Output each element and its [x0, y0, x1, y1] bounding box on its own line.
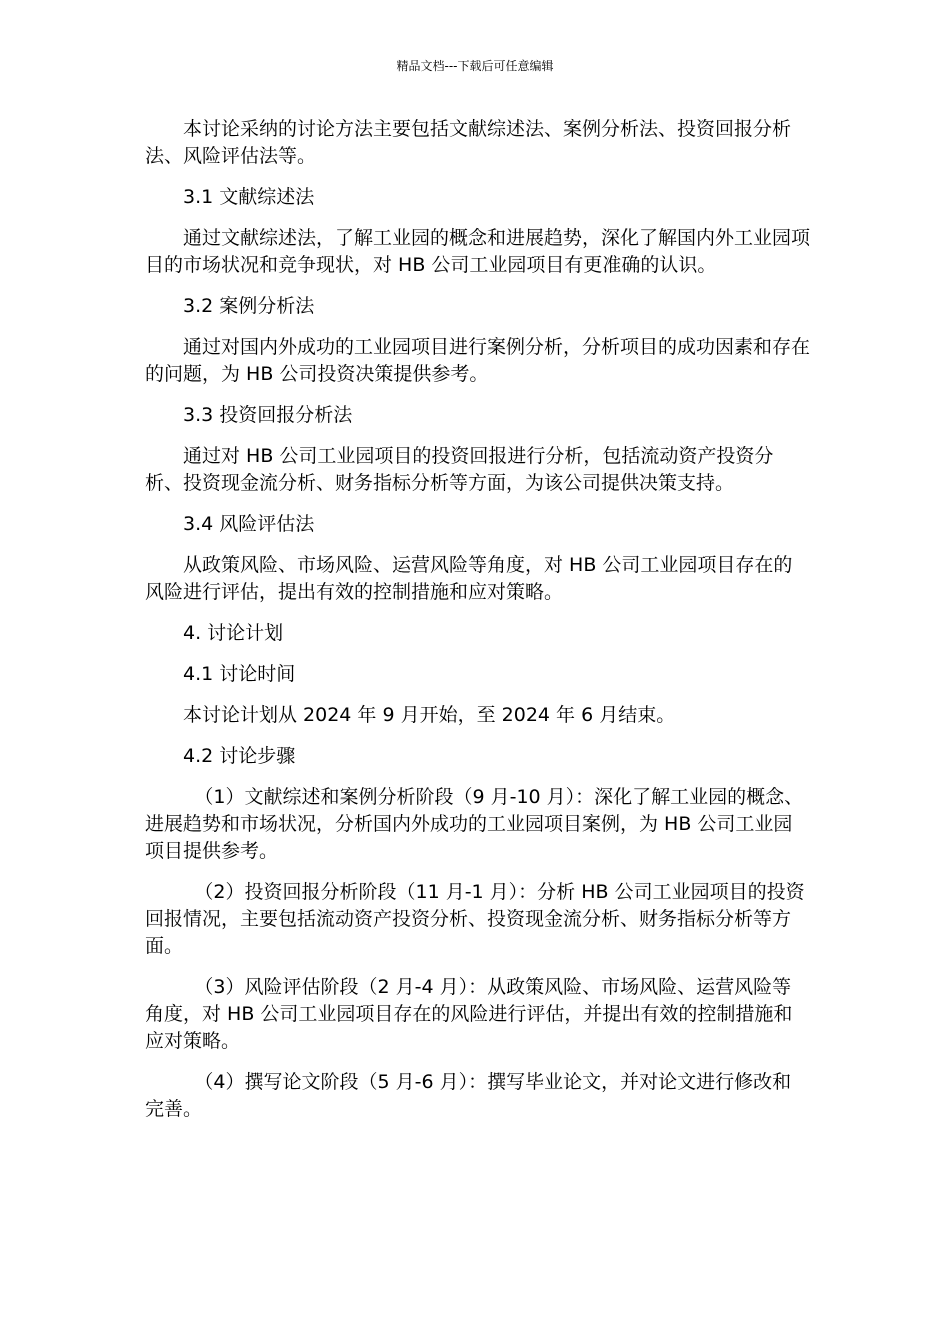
section-heading-3-1: 3.1 文献综述法: [183, 186, 315, 208]
document-body: [145, 116, 810, 1137]
section-heading-4: 4. 讨论计划: [183, 622, 284, 644]
step-item: （2）投资回报分析阶段（11 月-1 月）：分析 HB 公司工业园项目的投资回报情况，主要包括流动资产投资分析、投资现金流分析、财务指标分析等方面。: [145, 881, 805, 957]
paragraph-3-2: 通过对国内外成功的工业园项目进行案例分析，分析项目的成功因素和存在的问题，为 HB 公司投资决策提供参考。: [145, 336, 811, 385]
section-heading-3-4: 3.4 风险评估法: [183, 513, 315, 535]
paragraph-3-4: 从政策风险、市场风险、运营风险等角度，对 HB 公司工业园项目存在的风险进行评估，提出有效的控制措施和应对策略。: [145, 554, 793, 603]
section-heading-4-1: 4.1 讨论时间: [183, 663, 296, 685]
section-heading-3-3: 3.3 投资回报分析法: [183, 404, 353, 426]
paragraph-3-3: 通过对 HB 公司工业园项目的投资回报进行分析，包括流动资产投资分析、投资现金流分析、财务指标分析等方面，为该公司提供决策支持。: [145, 445, 774, 494]
step-item: （3）风险评估阶段（2 月-4 月）：从政策风险、市场风险、运营风险等角度，对 HB 公司工业园项目存在的风险进行评估，并提出有效的控制措施和应对策略。: [145, 976, 793, 1052]
page-header: 精品文档---下载后可任意编辑: [396, 59, 554, 73]
section-heading-3-2: 3.2 案例分析法: [183, 295, 315, 317]
intro-paragraph: 本讨论采纳的讨论方法主要包括文献综述法、案例分析法、投资回报分析法、风险评估法等。: [145, 118, 792, 167]
section-heading-4-2: 4.2 讨论步骤: [183, 745, 296, 767]
paragraph-3-1: 通过文献综述法，了解工业园的概念和进展趋势，深化了解国内外工业园项目的市场状况和竞争现状，对 HB 公司工业园项目有更准确的认识。: [145, 227, 811, 276]
step-item: （1）文献综述和案例分析阶段（9 月-10 月）：深化了解工业园的概念、进展趋势和市场状况，分析国内外成功的工业园项目案例，为 HB 公司工业园项目提供参考。: [145, 786, 804, 862]
step-item: （4）撰写论文阶段（5 月-6 月）：撰写毕业论文，并对论文进行修改和完善。: [145, 1071, 792, 1120]
paragraph-4-1: 本讨论计划从 2024 年 9 月开始，至 2024 年 6 月结束。: [183, 704, 676, 726]
